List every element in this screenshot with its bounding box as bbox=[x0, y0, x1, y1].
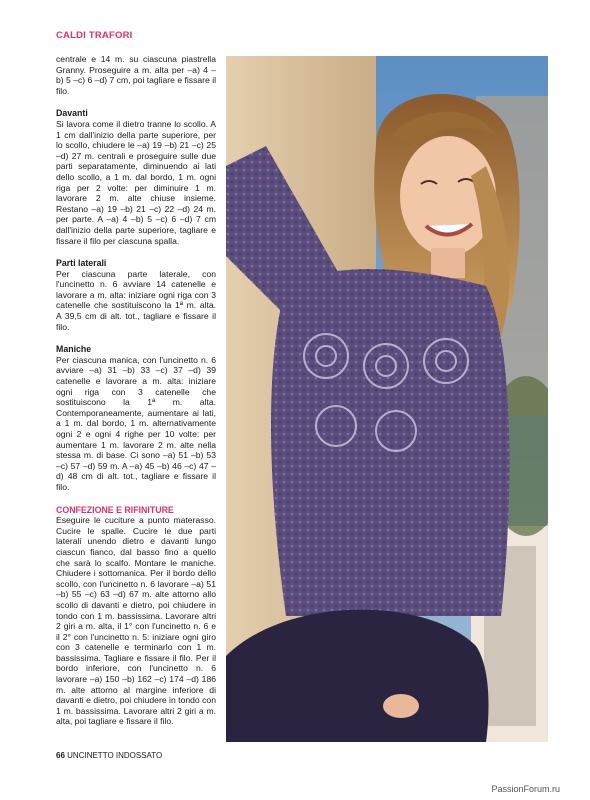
intro-paragraph: centrale e 14 m. su ciascuna piastrella Granny. Proseguire a m. alta per –a) 4 –b) 5 –c) 6 –d) 7 cm, poi tagliare e fissare il filo. bbox=[56, 54, 217, 96]
paragraph-confezione: Eseguire le cuciture a punto materasso. Cucire le spalle. Cucire le due parti laterali unendo dietro e davanti lungo ciascun fianco, dal basso fino a quello che sarà lo scalfo. Montare le maniche. Chiudere i sottomanica. Per il bordo dello scollo, con l'uncinetto n. 6 lavorare –a) 51 –b) 55 –c) 63 –d) 67 m. alte attorno allo scollo di davanti e dietro, poi chiudere in tondo con 1 m. bassissima. Lavorare altri 2 giri a m. alta, il 1° con l'uncinetto n. 6 e il 2° con l'uncinetto n. 5: iniziare ogni giro con 3 catenelle e terminarlo con 1 m. bassissima. Tagliare e fissare il filo. Per il bordo inferiore, con l'uncinetto n. 6 lavorare –a) 150 –b) 162 –c) 174 –d) 186 m. alte attorno al margine inferiore di davanti e dietro, poi chiudere in tondo con 1 m. bassissima. Lavorare altri 2 giri a m. alta, poi tagliare e fissare il filo. bbox=[56, 515, 216, 727]
paragraph-davanti: Si lavora come il dietro tranne lo scollo. A 1 cm dall'inizio della parte superiore, per lo scollo, chiudere le –a) 19 –b) 21 –c) 25 –d) 27 m. centrali e proseguire sulle due parti separatamente, diminuendo ai lati dello scollo, a 1 m. dal bordo, 1 m. ogni riga per 2 volte: per diminuire 1 m. lavorare 2 m. alte chiuse insieme. Restano –a) 19 –b) 21 –c) 22 –d) 24 m. per parte. A –a) 4 –b) 5 –c) 6 –d) 7 cm dall'inizio della parte superiore, tagliare e fissare il filo per ciascuna spalla. bbox=[56, 118, 216, 246]
model-photo bbox=[226, 56, 548, 742]
watermark: PassionForum.ru bbox=[491, 784, 560, 794]
neck bbox=[431, 248, 465, 278]
sweater bbox=[271, 269, 509, 616]
heading-confezione: CONFEZIONE E RIFINITURE bbox=[56, 504, 174, 515]
page-number: 66 bbox=[56, 751, 65, 760]
heading-parti-laterali: Parti laterali bbox=[56, 258, 107, 269]
hand bbox=[383, 694, 419, 718]
model-photo-illustration bbox=[226, 56, 548, 742]
trousers bbox=[226, 610, 489, 742]
article-text-column bbox=[56, 54, 216, 739]
heading-maniche: Maniche bbox=[56, 344, 92, 355]
paragraph-maniche: Per ciascuna manica, con l'uncinetto n. 6 avviare –a) 31 –b) 33 –c) 37 –d) 39 catenelle e lavorare a m. alta: iniziare ogni riga con 3 catenelle che sostituiscono la 1ª m. alta. Contemporaneamente, aumentare ai lati, a 1 m. dal bordo, 1 m. alternativamente ogni 2 e ogni 4 righe per 10 volte: per aumentare 1 m. lavorare 2 m. alte nella stessa m. di base. Ci sono –a) 51 –b) 53 –c) 57 –d) 59 m. A –a) 45 –b) 46 –c) 47 –d) 48 cm di alt. tot., tagliare e fissare il filo. bbox=[56, 354, 216, 492]
section-tag: CALDI TRAFORI bbox=[56, 30, 133, 41]
paragraph-parti-laterali: Per ciascuna parte laterale, con l'uncinetto n. 6 avviare 14 catenelle e lavorare a m. alta: iniziare ogni riga con 3 catenelle che sostituiscono la 1ª m. alta. A 39,5 cm di alt. tot., tagliare e fissare il filo. bbox=[56, 268, 216, 332]
magazine-name: UNCINETTO INDOSSATO bbox=[67, 751, 163, 760]
heading-davanti: Davanti bbox=[56, 108, 88, 119]
page-folio bbox=[56, 751, 162, 760]
